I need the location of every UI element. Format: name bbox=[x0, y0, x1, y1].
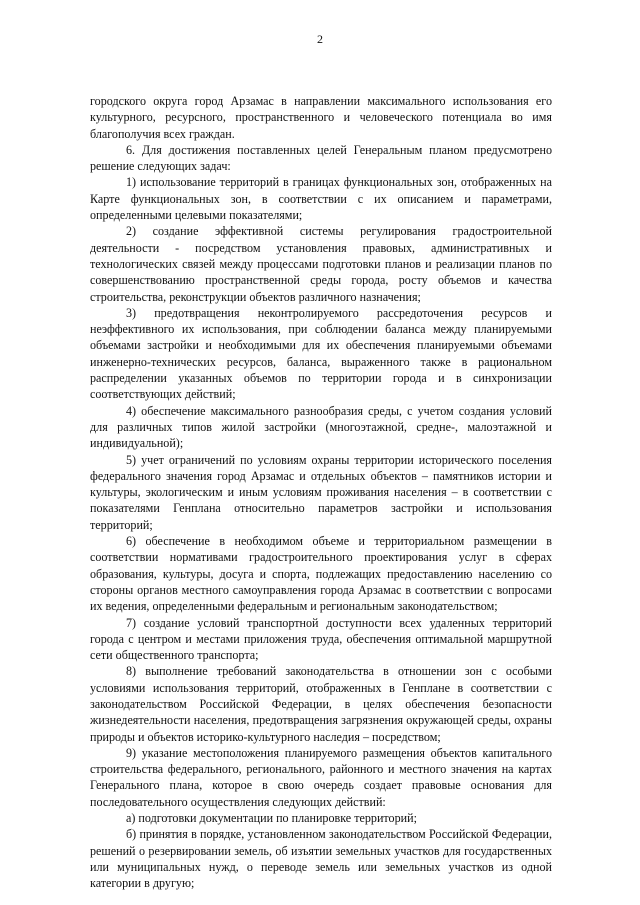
paragraph-subitem-a: а) подготовки документации по планировке территорий; bbox=[126, 811, 417, 826]
paragraph-task-6: 6) обеспечение в необходимом объеме и территориальном размещении в соответствии нормативами градостроительного проектирования услуг в сферах образования, культуры, досуга и спорта, подлежащих предоставлению населению со стороны органов местного самоуправления города Арзамас в соответствии с вопросами их ведения, определенными федеральным и региональным законодательством; bbox=[90, 534, 552, 614]
paragraph-task-3: 3) предотвращения неконтролируемого рассредоточения ресурсов и неэффективного их использования, при соблюдении баланса между планируемыми объемами застройки и необходимыми для их обеспечения планируемыми объемами инженерно-технических ресурсов, баланса, выраженного также в рациональном распределении указанных объемов по территории города и в синхронизации соответствующих действий; bbox=[90, 305, 552, 402]
paragraph-intro-continuation: городского округа город Арзамас в направлении максимального использования его культурного, ресурсного, пространственного и человеческого потенциала во имя благополучия всех граждан. bbox=[90, 94, 552, 141]
paragraph-task-4: 4) обеспечение максимального разнообразия среды, с учетом создания условий для различных типов жилой застройки (многоэтажной, средне-, малоэтажной и индивидуальной); bbox=[90, 403, 552, 451]
paragraph-task-2: 2) создание эффективной системы регулирования градостроительной деятельности - посредством установления правовых, административных и технологических связей между процессами подготовки планов и реализации планов по совершенствованию пространственной среды города, росту объемов и качества строительства, реконструкции объектов различного назначения; bbox=[90, 224, 552, 304]
page-number: 2 bbox=[317, 32, 323, 46]
paragraph-task-5: 5) учет ограничений по условиям охраны территории исторического поселения федерального значения город Арзамас и отдельных объектов – памятников истории и культуры, экологическим и иным условиям проживания населения – в соответствии с показателями Генплана относительно параметров застройки и использования территорий; bbox=[90, 452, 552, 532]
paragraph-task-8: 8) выполнение требований законодательства в отношении зон с особыми условиями использования территорий, отображенных в Генплане в соответствии с законодательством Российской Федерации, в целях обеспечения безопасности жизнедеятельности населения, предотвращения загрязнения окружающей среды, охраны природы и объектов историко-культурного наследия – посредством; bbox=[90, 664, 552, 744]
paragraph-subitem-b: б) принятия в порядке, установленном законодательством Российской Федерации, решений о резервировании земель, об изъятии земельных участков для государственных или муниципальных нужд, о переводе земель или земельных участков из одной категории в другую; bbox=[90, 827, 552, 891]
paragraph-task-9: 9) указание местоположения планируемого размещения объектов капитального строительства федерального, регионального, районного и местного значения на картах Генерального плана, которое в свою очередь создает правовые основания для последовательного осуществления следующих действий: bbox=[90, 745, 552, 809]
paragraph-task-1: 1) использование территорий в границах функциональных зон, отображенных на Карте функциональных зон, в соответствии с их описанием и параметрами, определенными целевыми показателями; bbox=[90, 175, 552, 223]
document-body bbox=[90, 93, 552, 892]
paragraph-task-7: 7) создание условий транспортной доступности всех удаленных территорий города с центром и местами приложения труда, обеспечения оптимальной маршрутной сети общественного транспорта; bbox=[90, 615, 552, 663]
paragraph-item-6: 6. Для достижения поставленных целей Генеральным планом предусмотрено решение следующих задач: bbox=[90, 142, 552, 174]
